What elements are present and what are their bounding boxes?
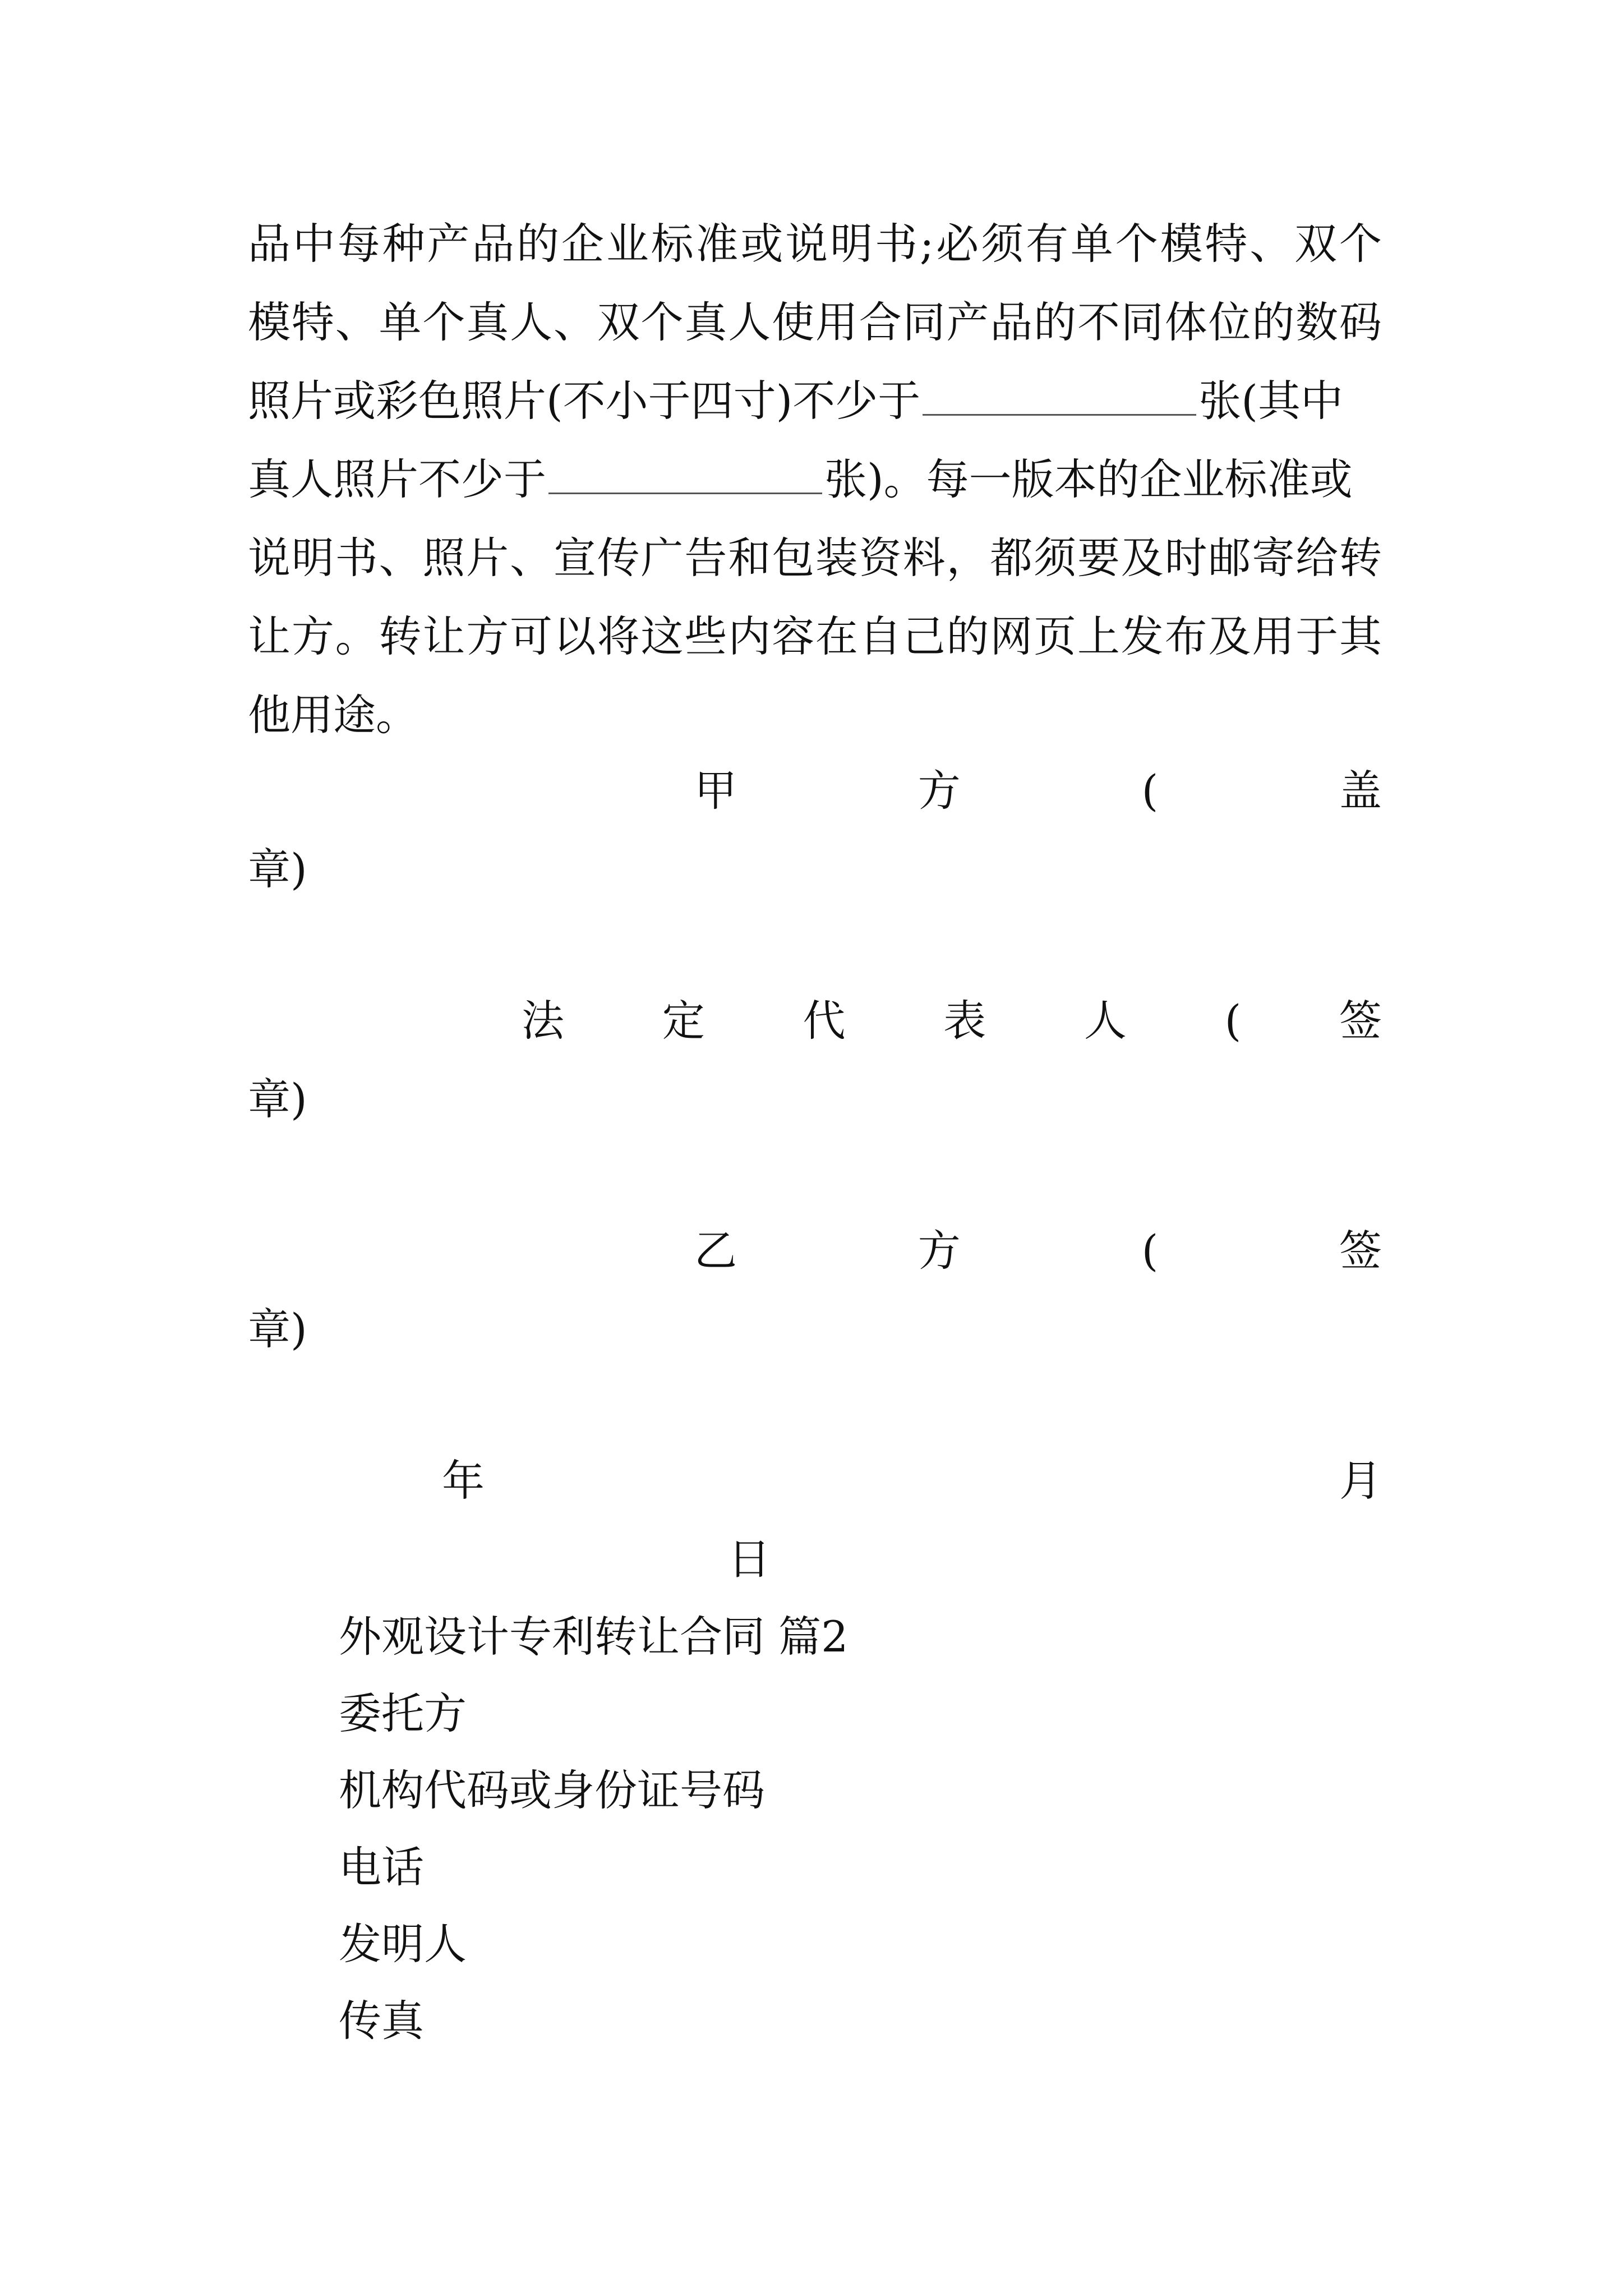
paragraph-line-4 <box>248 440 1382 519</box>
date-month: 月 <box>1339 1456 1382 1506</box>
party-a-char: 盖 <box>1339 766 1382 816</box>
legal-rep-signature-line <box>522 982 1382 1060</box>
field-fax: 传真 <box>339 1996 424 2046</box>
party-a-signature-line <box>694 752 1382 830</box>
legal-rep-char: 表 <box>943 996 986 1046</box>
field-inventor: 发明人 <box>339 1919 467 1969</box>
date-day: 日 <box>728 1534 771 1584</box>
party-b-char: 签 <box>1339 1226 1382 1276</box>
legal-rep-char: 法 <box>522 996 564 1046</box>
legal-rep-char: 人 <box>1083 996 1127 1046</box>
paragraph-line-5: 说明书、照片、宣传广告和包装资料，都须要及时邮寄给转 <box>248 533 1382 583</box>
party-a-char: ( <box>1141 766 1159 816</box>
party-a-seal-cont: 章) <box>248 844 307 894</box>
party-b-char: ( <box>1141 1226 1159 1276</box>
party-b-char: 乙 <box>694 1226 737 1276</box>
paragraph-line-7: 他用途。 <box>248 690 418 740</box>
date-year-month-line <box>442 1442 1382 1520</box>
paragraph-line-6: 让方。转让方可以将这些内容在自己的网页上发布及用于其 <box>248 611 1382 661</box>
legal-rep-char: ( <box>1224 996 1242 1046</box>
party-a-char: 甲 <box>694 766 737 816</box>
legal-rep-char: 代 <box>803 996 846 1046</box>
legal-rep-char: 签 <box>1339 996 1382 1046</box>
line4-text-before: 真人照片不少于 <box>248 454 546 504</box>
section2-title: 外观设计专利转让合同 篇2 <box>339 1612 849 1662</box>
field-client: 委托方 <box>339 1688 467 1738</box>
line3-text-after: 张(其中 <box>1198 376 1343 426</box>
line3-text-before: 照片或彩色照片(不小于四寸)不少于 <box>248 376 921 426</box>
blank-real-photo-count <box>548 449 822 494</box>
legal-rep-seal-cont: 章) <box>248 1074 307 1124</box>
paragraph-line-1: 品中每种产品的企业标准或说明书;必须有单个模特、双个 <box>248 219 1382 269</box>
party-b-signature-line <box>694 1212 1382 1290</box>
party-a-char: 方 <box>917 766 961 816</box>
paragraph-line-3 <box>248 362 1382 440</box>
line4-text-after: 张)。每一版本的企业标准或 <box>824 454 1353 504</box>
field-org-code-id: 机构代码或身份证号码 <box>339 1765 765 1815</box>
party-b-char: 方 <box>917 1226 961 1276</box>
date-year: 年 <box>442 1456 485 1506</box>
paragraph-line-2: 模特、单个真人、双个真人使用合同产品的不同体位的数码 <box>248 297 1382 347</box>
legal-rep-char: 定 <box>662 996 705 1046</box>
field-phone: 电话 <box>339 1842 424 1892</box>
blank-photo-count <box>923 370 1196 416</box>
party-b-seal-cont: 章) <box>248 1304 307 1354</box>
